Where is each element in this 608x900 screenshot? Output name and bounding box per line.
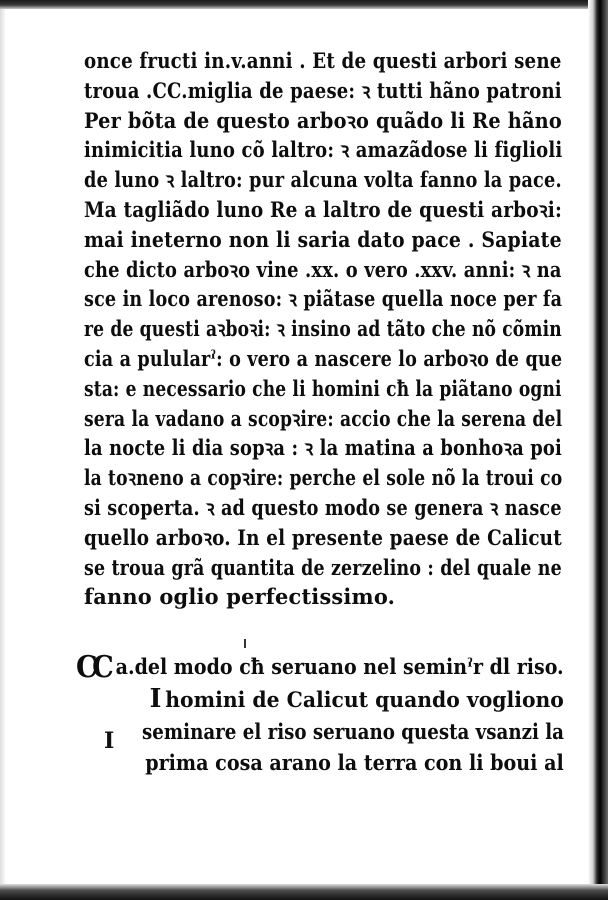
text-line: once fructi in.v.anni . Et de questi arbori sene <box>84 48 562 73</box>
text-line: quello arboꝛo. In el presente paese de Calicut <box>84 524 562 550</box>
text-line: mai ineterno non li saria dato pace . Sapiate <box>84 226 562 252</box>
section-heading <box>76 650 564 685</box>
text-line: Per bõta de questo arboꝛo quãdo li Re hãno <box>84 107 562 133</box>
margin-mark: I <box>104 728 115 754</box>
text-line: che dicto arboꝛo vine .xx. o vero .xxv. anni: ꝛ na <box>84 256 562 282</box>
text-line: la nocte li dia sopꝛa : ꝛ la matina a bonhoꝛa poi <box>84 435 562 461</box>
text-line: troua .CC.miglia de paese: ꝛ tutti hãno patroni <box>84 77 562 103</box>
text-line: seminare el riso seruano questa vsanzi la <box>141 718 564 744</box>
ink-tick-mark <box>244 639 246 648</box>
text-line: si scoperta. ꝛ ad questo modo se genera ꝛ nasce <box>84 494 562 520</box>
text-line: inimicitia luno cõ laltro: ꝛ amazãdose li figlioli <box>84 137 563 163</box>
text-line: Ma tagliãdo luno Re a laltro de questi arboꝛi: <box>84 196 562 222</box>
body-text <box>84 46 564 612</box>
text-line: fanno oglio perfectissimo. <box>84 584 396 610</box>
page-top-border <box>0 0 608 9</box>
initial-letter: I <box>149 684 162 714</box>
text-line <box>76 684 564 716</box>
rice-section <box>76 650 566 779</box>
text-line: de luno ꝛ laltro: pur alcuna volta fanno la pace. <box>84 167 562 193</box>
text-line: sera la vadano a scopꝛire: accio che la serena del <box>84 405 563 431</box>
text-line: se troua grã quantita de zerzelino : del quale ne <box>84 554 562 580</box>
text-line: la toꝛneno a copꝛire: perche el sole nõ la troui co <box>84 465 563 491</box>
text-line: re de questi aꝛboꝛi: ꝛ insino ad tãto che nõ cõmin <box>84 316 562 342</box>
page-right-border <box>588 0 608 900</box>
section-line-text: homini de Calicut quando vogliono <box>165 687 564 712</box>
page-bottom-border <box>0 884 608 900</box>
page-left-edge <box>0 0 6 900</box>
text-line: prima cosa arano la terra con li boui al <box>145 750 564 775</box>
section-heading-text: a.del modo cħ seruano nel seminˀr dl riso. <box>115 654 564 679</box>
text-line: sta: e necessario che li homini cħ la piãtano ogni <box>84 375 562 401</box>
text-line: cia a pulularˀ: o vero a nascere lo arboꝛo de que <box>84 345 563 371</box>
text-line: sce in loco arenoso: ꝛ piãtase quella noce per fa <box>84 286 563 312</box>
pilcrow-mark: CC <box>76 650 109 685</box>
